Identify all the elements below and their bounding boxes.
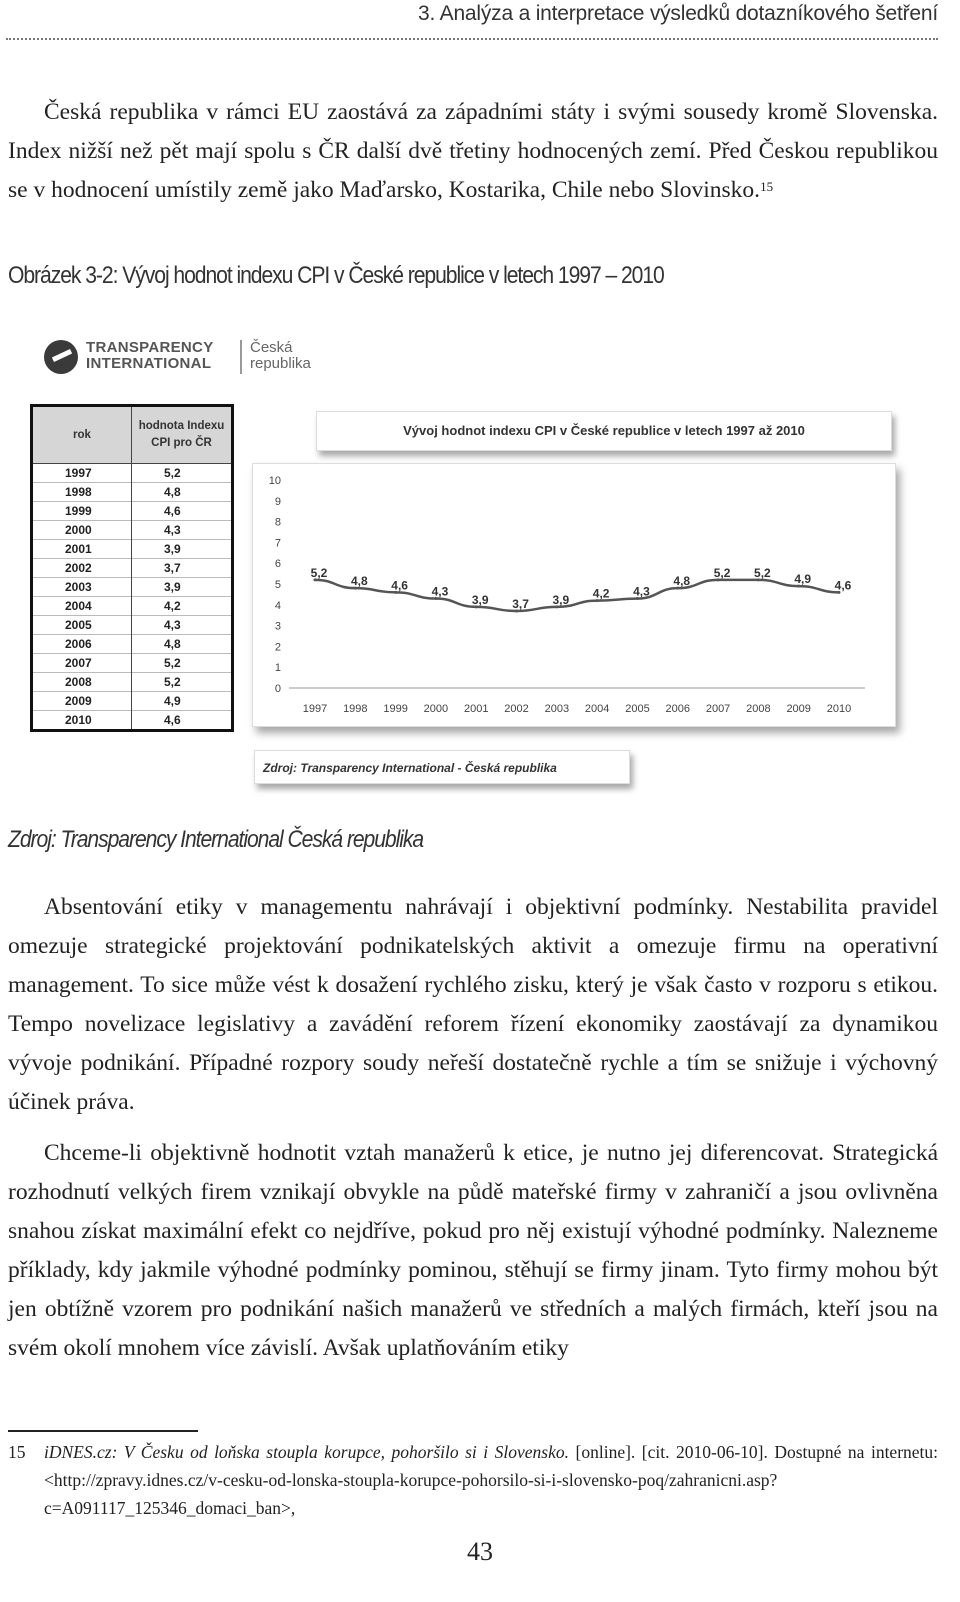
paragraph-conditions [8, 888, 938, 1122]
footnote [8, 1438, 938, 1522]
data-label: 4,2 [592, 586, 610, 601]
table-cell-year: 2001 [65, 542, 92, 556]
footnote-source: iDNES.cz: [44, 1442, 118, 1462]
table-cell-value: 4,9 [132, 692, 233, 711]
table-cell-year: 2002 [65, 561, 92, 575]
x-tick-label: 2004 [584, 703, 610, 715]
data-label: 4,6 [834, 578, 852, 593]
data-label: 4,8 [350, 574, 368, 589]
table-row [32, 559, 233, 578]
y-tick-label: 2 [274, 641, 281, 654]
data-label: 5,2 [310, 565, 328, 580]
table-cell-year: 2005 [65, 618, 92, 632]
running-header: 3. Analýza a interpretace výsledků dotazníkového šetření [418, 2, 938, 25]
x-tick-label: 2001 [463, 703, 489, 715]
table-row [32, 597, 233, 616]
logo-divider [240, 340, 242, 374]
x-tick-label: 2000 [423, 703, 449, 715]
page-number: 43 [467, 1537, 493, 1566]
data-label: 5,2 [713, 565, 731, 580]
data-label: 5,2 [754, 565, 771, 580]
data-label: 3,9 [552, 592, 570, 607]
table-row [32, 616, 233, 635]
footnote-number: 15 [8, 1442, 26, 1462]
chart-inner-source: Zdroj: Transparency International - Česká republika [254, 750, 630, 784]
table-cell-year: 2009 [65, 694, 92, 708]
line-chart [253, 464, 895, 726]
figure-source: Zdroj: Transparency International Česká republika [8, 826, 424, 853]
x-tick-label: 2005 [625, 703, 650, 715]
x-tick-label: 2010 [826, 703, 852, 715]
table-cell-year: 2004 [65, 599, 92, 613]
y-tick-label: 1 [274, 662, 281, 675]
table-cell-year: 1999 [65, 504, 92, 518]
table-cell-value: 4,8 [132, 483, 233, 502]
table-cell-year: 2003 [65, 580, 92, 594]
footnote-divider [8, 1430, 198, 1432]
y-tick-label: 3 [274, 620, 281, 633]
table-row [32, 673, 233, 692]
table-cell-value: 5,2 [132, 654, 233, 673]
table-cell-year: 1998 [65, 485, 92, 499]
table-cell-year: 2010 [65, 713, 92, 727]
y-tick-label: 7 [274, 537, 281, 550]
data-label: 4,6 [391, 578, 408, 593]
data-label: 3,7 [512, 597, 529, 612]
table-row [32, 521, 233, 540]
y-tick-label: 10 [268, 475, 281, 487]
table-row [32, 711, 233, 731]
y-tick-label: 5 [274, 579, 281, 591]
table-header-value: hodnota Indexu CPI pro ČR [132, 406, 233, 464]
logo-country: Česká republika [250, 339, 311, 372]
x-tick-label: 1998 [343, 703, 368, 715]
table-row [32, 502, 233, 521]
figure-caption: Obrázek 3-2: Vývoj hodnot indexu CPI v České republice v letech 1997 – 2010 [8, 262, 664, 289]
cpi-data-table [30, 404, 234, 732]
table-body [32, 464, 233, 731]
table-cell-value: 3,9 [132, 540, 233, 559]
table-cell-value: 3,9 [132, 578, 233, 597]
logo-wordmark: TRANSPARENCY INTERNATIONAL [86, 339, 214, 372]
data-label: 4,8 [673, 574, 691, 589]
globe-logo-icon [44, 340, 78, 374]
table-cell-value: 4,2 [132, 597, 233, 616]
table-cell-year: 2007 [65, 656, 92, 670]
table-row [32, 635, 233, 654]
x-tick-label: 2003 [544, 703, 570, 715]
table-cell-value: 4,6 [132, 711, 233, 731]
table-row [32, 483, 233, 502]
x-tick-label: 2002 [504, 703, 529, 715]
y-tick-label: 8 [274, 516, 281, 529]
chart-panel [252, 463, 896, 727]
y-tick-label: 6 [274, 558, 281, 571]
data-label: 3,9 [471, 592, 489, 607]
table-cell-year: 2006 [65, 637, 92, 651]
data-label: 4,3 [431, 584, 449, 599]
table-cell-value: 4,3 [132, 521, 233, 540]
table-cell-year: 1997 [65, 466, 92, 480]
table-row [32, 578, 233, 597]
table-row [32, 464, 233, 483]
table-cell-year: 2008 [65, 675, 92, 689]
table-row [32, 692, 233, 711]
y-tick-label: 0 [274, 683, 281, 695]
data-label: 4,3 [633, 584, 650, 599]
table-cell-year: 2000 [65, 523, 92, 537]
chart-title: Vývoj hodnot indexu CPI v České republice v letech 1997 až 2010 [316, 411, 892, 451]
table-cell-value: 5,2 [132, 673, 233, 692]
paragraph-managers-text: Chceme-li objektivně hodnotit vztah manažerů k etice, je nutno jej diferencovat. Strategická rozhodnutí velkých firem vznikají obvykle na půdě mateřské firmy v zahraničí a jsou ovlivněna snahou získat maximální efekt co nejdříve, pokud pro něj existují výhodné podmínky. Nalezneme příklady, kdy jakmile výhodné podmínky pominou, stěhují se firmy jinam. Tyto firmy mohou být jen obtížně vzorem pro podnikání našich manažerů ve středních a malých firmách, kteří jsou na svém okolí mnohem více závislí. Avšak uplatňováním etiky [8, 1140, 938, 1361]
paragraph-managers [8, 1134, 938, 1368]
paragraph-intro-text: Česká republika v rámci EU zaostává za západními státy i svými sousedy kromě Slovenska. Index nižší než pět mají spolu s ČR další dvě třetiny hodnocených zemí. Před Českou republikou se v hodnocení umístily země jako Maďarsko, Kostarika, Chile nebo Slovinsko. [8, 99, 938, 203]
table-cell-value: 5,2 [132, 464, 233, 483]
footnote-ref[interactable]: 15 [760, 179, 774, 194]
x-tick-label: 2006 [665, 703, 691, 715]
footnote-title: V Česku od loňska stoupla korupce, pohoršilo si i Slovensko. [123, 1442, 570, 1462]
table-cell-value: 4,6 [132, 502, 233, 521]
table-cell-value: 3,7 [132, 559, 233, 578]
paragraph-intro [8, 93, 938, 210]
y-tick-label: 4 [274, 599, 281, 612]
table-cell-value: 4,3 [132, 616, 233, 635]
x-tick-label: 2008 [746, 703, 771, 715]
x-tick-label: 1997 [302, 703, 328, 715]
x-tick-label: 2007 [705, 703, 731, 715]
footnote-citation[interactable]: [online]. [cit. 2010-06-10]. Dostupné na internetu: <http://zpravy.idnes.cz/v-cesku-od-lonska-stoupla-korupce-pohorsilo-si-i-slovensko-poq/zahranicni.asp?c=A091117_125346_domaci_ban>, [44, 1442, 939, 1518]
paragraph-conditions-text: Absentování etiky v managementu nahrávají i objektivní podmínky. Nestabilita pravidel omezuje strategické projektování podnikatelských aktivit a omezuje firmu na operativní management. To sice může vést k dosažení rychlého zisku, který je však často v rozporu s etikou. Tempo novelizace legislativy a zavádění reforem řízení ekonomiky zaostávají za dynamikou vývoje podnikání. Případné rozpory soudy neřeší dostatečně rychle a tím se snižuje i výchovný účinek práva. [8, 894, 938, 1115]
x-tick-label: 2009 [786, 703, 811, 715]
table-row [32, 654, 233, 673]
table-row [32, 540, 233, 559]
x-tick-label: 1999 [383, 703, 408, 715]
table-header-year: rok [32, 406, 132, 464]
y-tick-label: 9 [274, 495, 281, 508]
header-divider [6, 38, 938, 40]
data-label: 4,9 [794, 572, 812, 587]
table-cell-value: 4,8 [132, 635, 233, 654]
